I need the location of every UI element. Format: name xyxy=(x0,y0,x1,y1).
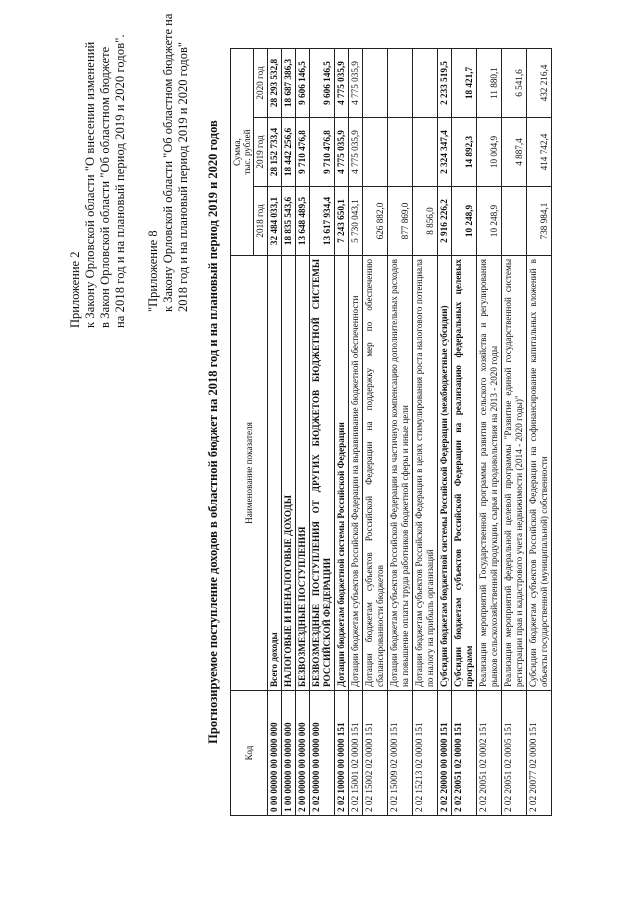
appendix-line: к Закону Орловской области "Об областном бюджете на xyxy=(161,13,175,312)
appendix-line: на 2018 год и на плановый период 2019 и 2020 годов". xyxy=(113,34,127,328)
sum-label: Сумма, xyxy=(232,138,242,166)
code-header: Код xyxy=(231,691,268,816)
table-row xyxy=(477,49,502,816)
value-2020-cell: 11 880,1 xyxy=(477,49,502,118)
code-cell: 2 02 20051 02 0005 151 xyxy=(502,691,527,816)
appendix-line: "Приложение 8 xyxy=(146,230,160,312)
value-2018-cell: 13 617 934,4 xyxy=(310,187,335,256)
code-cell: 2 02 10000 00 0000 151 xyxy=(335,691,349,816)
value-2020-cell xyxy=(388,49,413,118)
table-row xyxy=(335,49,349,816)
value-2019-cell: 9 710 476,8 xyxy=(310,118,335,187)
value-2018-cell: 5 730 043,1 xyxy=(349,187,363,256)
table-row xyxy=(363,49,388,816)
name-cell: Субсидии бюджетам бюджетной системы Российской Федерации (межбюджетные субсидии) xyxy=(438,256,452,691)
value-2020-cell: 9 606 146,5 xyxy=(296,49,310,118)
name-cell: Дотации бюджетам субъектов Российской Федерации в целях стимулирования роста налогового потенциала по налогу на прибыль организаций xyxy=(413,256,438,691)
document-title: Прогнозируемое поступление доходов в областной бюджет на 2018 год и на плановый период 2019 и 2020 годов xyxy=(206,120,220,744)
value-2018-cell: 7 243 650,1 xyxy=(335,187,349,256)
value-2018-cell: 738 984,1 xyxy=(527,187,552,256)
name-header: Наименование показателя xyxy=(231,256,268,691)
code-cell: 2 02 15213 02 0000 151 xyxy=(413,691,438,816)
name-cell: Реализация мероприятий федеральной целевой программы "Развитие единой государственной системы регистрации прав и кадастрового учета недвижимости (2014 - 2020 годы)" xyxy=(502,256,527,691)
unit-label: тыс. рублей xyxy=(242,129,252,175)
value-2019-cell: 9 710 476,8 xyxy=(296,118,310,187)
code-cell: 2 02 20077 02 0000 151 xyxy=(527,691,552,816)
document-page xyxy=(64,13,584,820)
code-cell: 2 02 20000 00 0000 151 xyxy=(438,691,452,816)
name-cell: НАЛОГОВЫЕ И НЕНАЛОГОВЫЕ ДОХОДЫ xyxy=(282,256,296,691)
table-row xyxy=(502,49,527,816)
appendix-8-header xyxy=(146,13,191,312)
value-2019-cell: 18 442 256,6 xyxy=(282,118,296,187)
sum-header xyxy=(231,49,254,256)
value-2019-cell: 10 004,9 xyxy=(477,118,502,187)
name-cell: БЕЗВОЗМЕЗДНЫЕ ПОСТУПЛЕНИЯ ОТ ДРУГИХ БЮДЖЕТОВ БЮДЖЕТНОЙ СИСТЕМЫ РОССИЙСКОЙ ФЕДЕРАЦИИ xyxy=(310,256,335,691)
table-row xyxy=(388,49,413,816)
table-row xyxy=(452,49,477,816)
value-2019-cell xyxy=(363,118,388,187)
appendix-line: в Закон Орловской области "Об областном бюджете xyxy=(98,46,112,328)
value-2019-cell xyxy=(388,118,413,187)
value-2018-cell: 18 835 543,6 xyxy=(282,187,296,256)
appendix-2-header xyxy=(68,34,128,328)
table-row xyxy=(438,49,452,816)
table-row xyxy=(310,49,335,816)
value-2018-cell: 13 648 489,5 xyxy=(296,187,310,256)
value-2018-cell: 626 882,0 xyxy=(363,187,388,256)
value-2020-cell: 4 775 035,9 xyxy=(349,49,363,118)
value-2020-cell: 9 606 146,5 xyxy=(310,49,335,118)
year-2019-header: 2019 год xyxy=(254,118,268,187)
value-2020-cell: 432 216,4 xyxy=(527,49,552,118)
table-row xyxy=(296,49,310,816)
value-2018-cell: 10 248,9 xyxy=(452,187,477,256)
value-2019-cell: 28 152 733,4 xyxy=(268,118,282,187)
appendix-line: Приложение 2 xyxy=(68,251,82,328)
name-cell: Дотации бюджетам бюджетной системы Российской Федерации xyxy=(335,256,349,691)
value-2018-cell: 32 484 033,1 xyxy=(268,187,282,256)
value-2019-cell xyxy=(413,118,438,187)
value-2018-cell: 2 916 226,2 xyxy=(438,187,452,256)
name-cell: Реализация мероприятий Государственной программы развития сельского хозяйства и регулирования рынков сельскохозяйственной продукции, сырья и продовольствия на 2013 - 2020 годы xyxy=(477,256,502,691)
value-2020-cell: 4 775 035,9 xyxy=(335,49,349,118)
table-body xyxy=(268,49,552,816)
code-cell: 2 02 15002 02 0000 151 xyxy=(363,691,388,816)
table-row xyxy=(268,49,282,816)
code-cell: 1 00 00000 00 0000 000 xyxy=(282,691,296,816)
value-2020-cell xyxy=(363,49,388,118)
value-2018-cell: 8 856,0 xyxy=(413,187,438,256)
value-2020-cell: 18 687 386,3 xyxy=(282,49,296,118)
year-2018-header: 2018 год xyxy=(254,187,268,256)
value-2019-cell: 414 742,4 xyxy=(527,118,552,187)
name-cell: Дотации бюджетам субъектов Российской Федерации на выравнивание бюджетной обеспеченности xyxy=(349,256,363,691)
value-2019-cell: 4 775 035,9 xyxy=(335,118,349,187)
code-cell: 2 02 20051 02 0000 151 xyxy=(452,691,477,816)
appendix-line: 2018 год и на плановый период 2019 и 2020 годов" xyxy=(176,42,190,312)
name-cell: БЕЗВОЗМЕЗДНЫЕ ПОСТУПЛЕНИЯ xyxy=(296,256,310,691)
table-row xyxy=(349,49,363,816)
name-cell: Субсидии бюджетам субъектов Российской Федерации на софинансирование капитальных вложений в объекты государственной (муниципальной) собственности xyxy=(527,256,552,691)
year-2020-header: 2020 год xyxy=(254,49,268,118)
name-cell: Всего доходы xyxy=(268,256,282,691)
code-cell: 2 02 15009 02 0000 151 xyxy=(388,691,413,816)
value-2018-cell: 877 869,0 xyxy=(388,187,413,256)
revenue-table xyxy=(230,48,552,816)
name-cell: Дотации бюджетам субъектов Российской Федерации на поддержку мер по обеспечению сбалансированности бюджетов xyxy=(363,256,388,691)
value-2020-cell: 18 421,7 xyxy=(452,49,477,118)
code-cell: 0 00 00000 00 0000 000 xyxy=(268,691,282,816)
value-2020-cell xyxy=(413,49,438,118)
appendix-line: к Закону Орловской области "О внесении изменений xyxy=(83,41,97,328)
name-cell: Дотации бюджетам субъектов Российской Федерации на частичную компенсацию дополнительных расходов на повышение оплаты труда работников бюджетной сферы и иные цели xyxy=(388,256,413,691)
value-2019-cell: 4 775 035,9 xyxy=(349,118,363,187)
code-cell: 2 00 00000 00 0000 000 xyxy=(296,691,310,816)
code-cell: 2 02 20051 02 0002 151 xyxy=(477,691,502,816)
value-2018-cell xyxy=(502,187,527,256)
value-2019-cell: 2 324 347,4 xyxy=(438,118,452,187)
name-cell: Субсидии бюджетам субъектов Российской Федерации на реализацию федеральных целевых программ xyxy=(452,256,477,691)
table-row xyxy=(282,49,296,816)
value-2020-cell: 6 541,6 xyxy=(502,49,527,118)
table-row xyxy=(413,49,438,816)
value-2020-cell: 2 233 519,5 xyxy=(438,49,452,118)
code-cell: 2 02 00000 00 0000 000 xyxy=(310,691,335,816)
value-2019-cell: 4 887,4 xyxy=(502,118,527,187)
table-row xyxy=(527,49,552,816)
code-cell: 2 02 15001 02 0000 151 xyxy=(349,691,363,816)
value-2019-cell: 14 892,3 xyxy=(452,118,477,187)
value-2020-cell: 28 293 532,8 xyxy=(268,49,282,118)
value-2018-cell: 10 248,9 xyxy=(477,187,502,256)
